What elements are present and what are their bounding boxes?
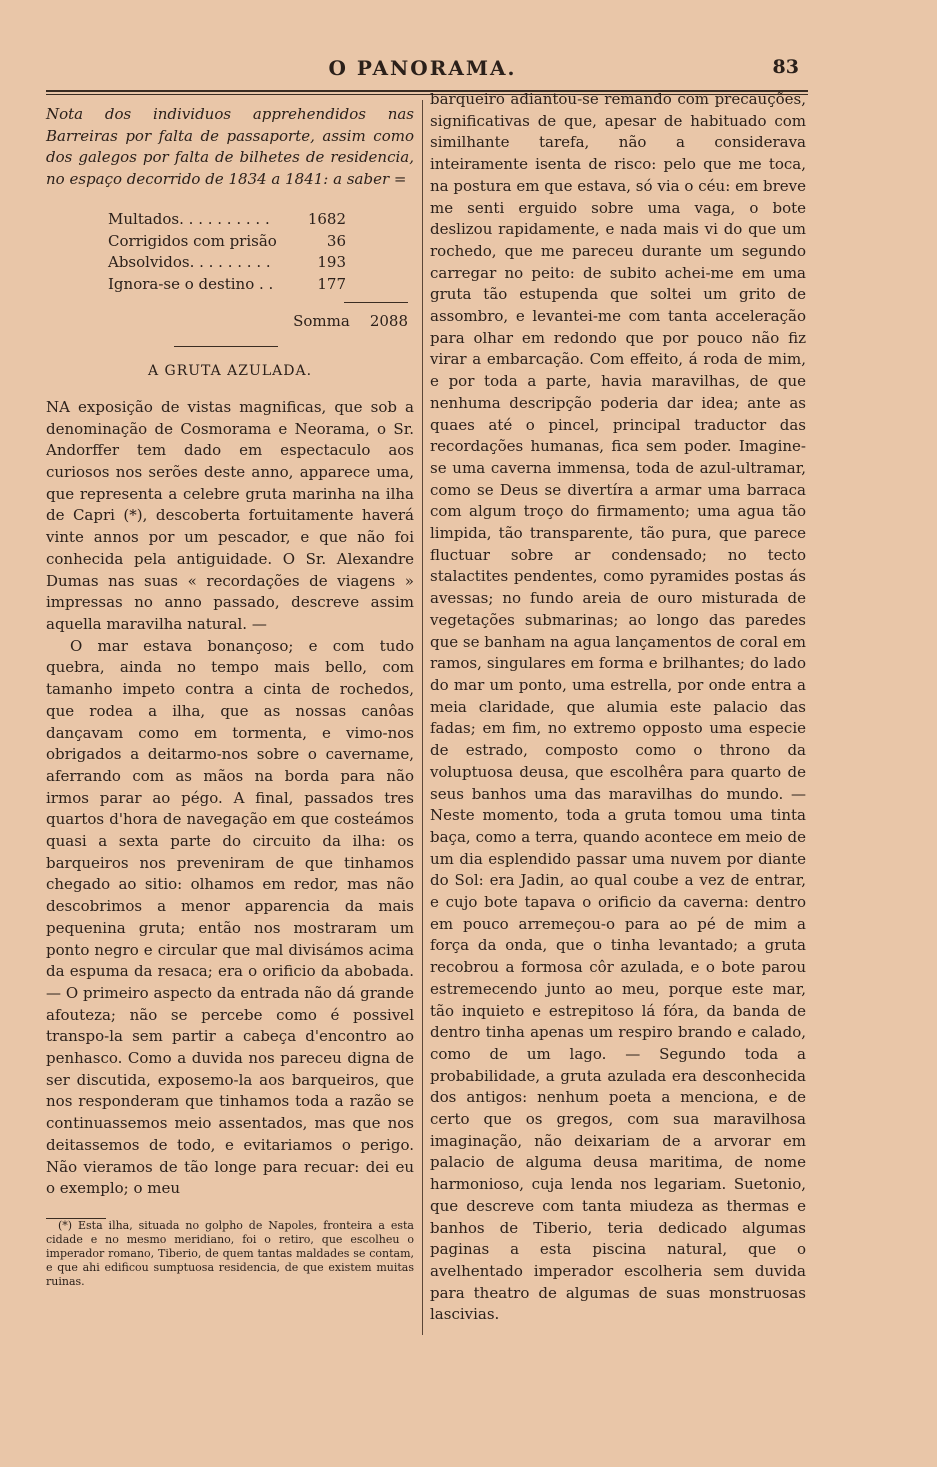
note-heading: Nota dos individuos apprehendidos nas Barreiras por falta de passaporte, assim como dos galegos por falta de bilhetes de residencia, no espaço decorrido de 1834 a 1841: a saber =: [46, 105, 414, 189]
article-body: [46, 397, 414, 1200]
paragraph: barqueiro adiantou-se remando com precauções, significativas de que, apesar de habituado com similhante tarefa, não a considerava inteiramente isenta de risco: pelo que me toca, na postura em que estava, só via o céu: em breve me senti erguido sobre uma vaga, o bote deslizou rapidamente, e nada mais vi do que um rochedo, que me pareceu durante um segundo carregar no peito: de subito achei-me em uma gruta tão estupenda que soltei um grito de assombro, e levantei-me com tanta acceleração para olhar em redondo que por pouco não fiz virar a embarcação. Com effeito, á roda de mim, e por toda a parte, havia maravilhas, de que nenhuma descripção poderia dar idea; ante as quaes até o pincel, principal traductor das recordações humanas, fica sem poder. Imagine-se uma caverna immensa, toda de azul-ultramar, como se Deus se divertíra a armar uma barraca com algum troço do firmamento; uma agua tão limpida, tão transparente, tão pura, que parece fluctuar sobre ar condensado; no tecto stalactites pendentes, como pyramides postas ás avessas; no fundo areia de ouro misturada de vegetações submarinas; ao longo das paredes que se banham na agua lançamentos de coral em ramos, singulares em forma e brilhantes; do lado do mar um ponto, uma estrella, por onde entra a meia claridade, que alumia este palacio das fadas; em fim, no extremo opposto uma especie de estrado, composto como o throno da voluptuosa deusa, que escolhêra para quarto de seus banhos uma das maravilhas do mundo. — Neste momento, toda a gruta tomou uma tinta baça, como a terra, quando acontece em meio de um dia esplendido passar uma nuvem por diante do Sol: era Jadin, ao qual coube a vez de entrar, e cujo bote tapava o orificio da caverna: dentro em pouco arremeçou-o para ao pé de mim a força da onda, que o tinha levantado; a gruta recobrou a formosa côr azulada, e o bote parou estremecendo junto ao meu, porque este mar, tão inquieto e estrepitoso lá fóra, da banda de dentro tinha apenas um respiro brando e calado, como de um lago. — Segundo toda a probabilidade, a gruta azulada era desconhecida dos antigos: nenhum poeta a menciona, e de certo que os gregos, com sua maravilhosa imaginação, não deixariam de a arvorar em palacio de alguma deusa maritima, de nome harmonioso, cuja lenda nos legariam. Suetonio, que descreve com tanta miudeza as thermas e banhos de Tiberio, teria dedicado algumas paginas a esta piscina natural, que o avelhentado imperador escolheria sem duvida para theatro de algumas de suas monstruosas lascivias.: [430, 90, 806, 1324]
row-label: Multados. . . . . . . . . .: [108, 209, 270, 228]
row-value: 177: [317, 274, 346, 293]
row-label: Ignora-se o destino . .: [108, 274, 274, 293]
left-column: [46, 104, 414, 1289]
footnote: (*) Esta ilha, situada no golpho de Napoles, fronteira a esta cidade e no mesmo meridiano, foi o retiro, que escolheu o imperador romano, Tiberio, de quem tantas maldades se contam, e que ahi edificou sumptuosa residencia, de que existem muitas ruinas.: [46, 1218, 414, 1288]
sum-value: 2088: [369, 311, 408, 330]
article-heading: A GRUTA AZULADA.: [147, 363, 313, 380]
row-label: Absolvidos. . . . . . . . .: [108, 253, 271, 272]
paragraph: NA exposição de vistas magnificas, que sob a denominação de Cosmorama e Neorama, o Sr. Andorffer tem dado em espectaculo aos curiosos nos serões deste anno, apparece uma, que representa a celebre gruta marinha na ilha de Capri (*), descoberta fortuitamente haverá vinte annos por um pescador, e que não foi conhecida pela antiguidade. O Sr. Alexandre Dumas nas suas « recordações de viagens » impressas no anno passado, descreve assim aquella maravilha natural. —: [46, 397, 414, 633]
page-header: [0, 56, 937, 88]
page-title: O PANORAMA.: [328, 56, 517, 80]
paragraph: O mar estava bonançoso; e com tudo quebra, ainda no tempo mais bello, com tamanho impeto contra a cinta de rochedos, que rodea a ilha, que as nossas canôas dançavam como em tormenta, e vimo-nos obrigados a deitarmo-nos sobre o cavername, aferrando com as mãos na borda para não irmos parar ao pégo. A final, passados tres quartos d'hora de navegação em que costeámos quasi a sexta parte do circuito da ilha: os barqueiros nos preveniram de que tinhamos chegado ao sitio: olhamos em redor, mas não descobrimos a menor apparencia da mais pequenina gruta; então nos mostraram um ponto negro e circular que mal divisámos acima da espuma da resaca; era o orificio da abobada. — O primeiro aspecto da entrada não dá grande afouteza; não se percebe como é possivel transpo-la sem partir a cabeça d'encontro ao penhasco. Como a duvida nos pareceu digna de ser discutida, exposemo-la aos barqueiros, que nos responderam que tinhamos toda a razão se continuassemos meio assentados, mas que nos deitassemos de todo, e evitariamos o perigo. Não vieramos de tão longe para recuar: dei eu o exemplo; o meu: [46, 636, 414, 1198]
sum-row: [108, 311, 408, 333]
page-number: 83: [772, 56, 799, 78]
row-value: 1682: [307, 209, 346, 228]
table-row: [108, 274, 346, 296]
table-row: [108, 231, 346, 253]
table-row: [108, 209, 346, 231]
column-divider: [422, 100, 423, 1335]
row-value: 193: [317, 253, 346, 272]
right-column: [430, 89, 806, 1326]
row-value: 36: [326, 231, 346, 250]
sum-rule: [344, 302, 408, 311]
table-row: [108, 252, 346, 274]
row-label: Corrigidos com prisão: [108, 231, 277, 250]
sum-label: Somma: [293, 311, 350, 330]
section-rule: [174, 346, 278, 347]
statistics-table: [108, 209, 408, 332]
